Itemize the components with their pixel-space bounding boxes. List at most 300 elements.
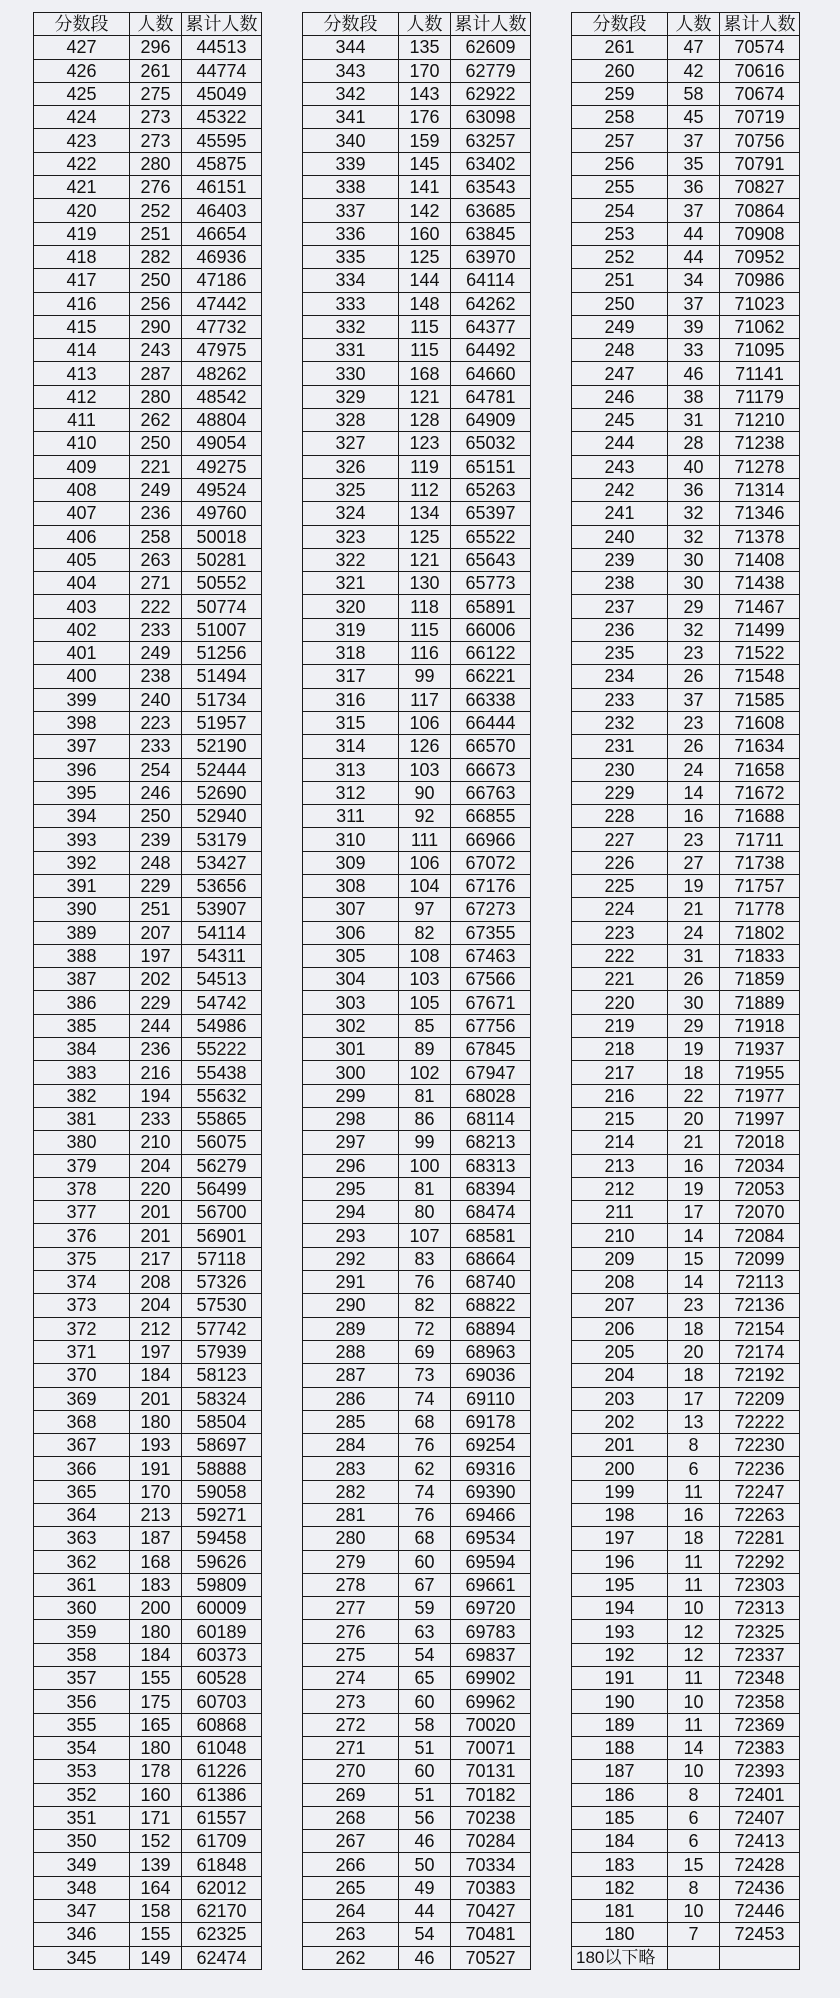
table-row: [303, 1550, 531, 1573]
score-cell: 233: [572, 688, 668, 711]
table-row: [572, 502, 800, 525]
cumulative-cell: 72369: [720, 1713, 800, 1736]
cumulative-cell: 62474: [182, 1946, 262, 1969]
score-cell: 304: [303, 968, 399, 991]
score-cell: 381: [34, 1107, 130, 1130]
cumulative-cell: 71711: [720, 828, 800, 851]
table-row: [34, 245, 262, 268]
score-cell: 344: [303, 36, 399, 59]
table-row: [303, 245, 531, 268]
cumulative-cell: 68114: [451, 1107, 531, 1130]
table-row: [572, 245, 800, 268]
score-cell: 387: [34, 968, 130, 991]
table-row: [34, 1154, 262, 1177]
score-cell: 369: [34, 1387, 130, 1410]
score-cell: 414: [34, 339, 130, 362]
cumulative-cell: 72292: [720, 1550, 800, 1573]
count-cell: 69: [399, 1340, 451, 1363]
cumulative-cell: 59626: [182, 1550, 262, 1573]
score-cell: 420: [34, 199, 130, 222]
score-cell: 220: [572, 991, 668, 1014]
count-cell: 12: [668, 1643, 720, 1666]
cumulative-cell: 56901: [182, 1224, 262, 1247]
count-cell: 175: [130, 1690, 182, 1713]
score-cell: 282: [303, 1480, 399, 1503]
header-cumulative: 累计人数: [451, 13, 531, 36]
table-row: [34, 1876, 262, 1899]
count-cell: 207: [130, 921, 182, 944]
score-cell: 236: [572, 618, 668, 641]
table-row: [572, 1177, 800, 1200]
score-cell: 244: [572, 432, 668, 455]
cumulative-cell: 70383: [451, 1876, 531, 1899]
score-cell: 352: [34, 1783, 130, 1806]
count-cell: 44: [668, 222, 720, 245]
score-cell: 196: [572, 1550, 668, 1573]
score-cell: 295: [303, 1177, 399, 1200]
count-cell: 85: [399, 1014, 451, 1037]
cumulative-cell: 72136: [720, 1294, 800, 1317]
count-cell: 178: [130, 1760, 182, 1783]
count-cell: 202: [130, 968, 182, 991]
table-row: [572, 1690, 800, 1713]
table-row: [572, 1201, 800, 1224]
score-cell: 426: [34, 59, 130, 82]
table-row: [572, 828, 800, 851]
score-cell: 214: [572, 1131, 668, 1154]
cumulative-cell: 70827: [720, 176, 800, 199]
score-cell: 373: [34, 1294, 130, 1317]
table-row: [572, 548, 800, 571]
score-cell: 313: [303, 758, 399, 781]
table-row: [572, 1527, 800, 1550]
count-cell: 115: [399, 618, 451, 641]
score-cell: 383: [34, 1061, 130, 1084]
score-cell: 398: [34, 711, 130, 734]
count-cell: 51: [399, 1736, 451, 1759]
score-cell: 249: [572, 315, 668, 338]
table-row: [303, 222, 531, 245]
count-cell: 244: [130, 1014, 182, 1037]
table-row: [34, 688, 262, 711]
score-cell: 317: [303, 665, 399, 688]
cumulative-cell: 56499: [182, 1177, 262, 1200]
score-cell: 202: [572, 1410, 668, 1433]
cumulative-cell: 71672: [720, 781, 800, 804]
score-cell: 305: [303, 944, 399, 967]
table-row: [572, 106, 800, 129]
score-cell: 240: [572, 525, 668, 548]
count-cell: 19: [668, 874, 720, 897]
table-row: [572, 525, 800, 548]
cumulative-cell: 65891: [451, 595, 531, 618]
cumulative-cell: 71918: [720, 1014, 800, 1037]
table-row: [303, 1107, 531, 1130]
count-cell: 29: [668, 595, 720, 618]
table-row: [572, 409, 800, 432]
count-cell: 125: [399, 245, 451, 268]
score-cell: 185: [572, 1806, 668, 1829]
table-row: [34, 106, 262, 129]
count-cell: 18: [668, 1364, 720, 1387]
count-cell: 217: [130, 1247, 182, 1270]
header-score-range: 分数段: [34, 13, 130, 36]
cumulative-cell: 59809: [182, 1573, 262, 1596]
score-cell: 180: [572, 1923, 668, 1946]
table-row: [572, 82, 800, 105]
cumulative-cell: 60868: [182, 1713, 262, 1736]
table-row: [34, 176, 262, 199]
count-cell: 15: [668, 1247, 720, 1270]
score-cell: 371: [34, 1340, 130, 1363]
score-cell: 189: [572, 1713, 668, 1736]
count-cell: 26: [668, 665, 720, 688]
count-cell: 67: [399, 1573, 451, 1596]
count-cell: 8: [668, 1434, 720, 1457]
score-cell: 273: [303, 1690, 399, 1713]
count-cell: 145: [399, 152, 451, 175]
score-cell: 316: [303, 688, 399, 711]
count-cell: 39: [668, 315, 720, 338]
count-cell: 251: [130, 222, 182, 245]
cumulative-cell: 72358: [720, 1690, 800, 1713]
score-cell: 415: [34, 315, 130, 338]
header-count: 人数: [668, 13, 720, 36]
table-row: [572, 1597, 800, 1620]
count-cell: 49: [399, 1876, 451, 1899]
score-cell: 186: [572, 1783, 668, 1806]
count-cell: 6: [668, 1457, 720, 1480]
score-table-3: [571, 12, 800, 1970]
cumulative-cell: 71688: [720, 805, 800, 828]
cumulative-cell: 64377: [451, 315, 531, 338]
score-cell: 394: [34, 805, 130, 828]
cumulative-cell: 51007: [182, 618, 262, 641]
score-cell: 349: [34, 1853, 130, 1876]
cumulative-cell: 66444: [451, 711, 531, 734]
count-cell: 6: [668, 1806, 720, 1829]
cumulative-cell: 72446: [720, 1900, 800, 1923]
cumulative-cell: 65032: [451, 432, 531, 455]
score-cell: 291: [303, 1271, 399, 1294]
table-row: [303, 711, 531, 734]
table-row: [303, 1853, 531, 1876]
score-cell: 315: [303, 711, 399, 734]
count-cell: 8: [668, 1876, 720, 1899]
cumulative-cell: 67355: [451, 921, 531, 944]
count-cell: 184: [130, 1643, 182, 1666]
score-cell: 300: [303, 1061, 399, 1084]
cumulative-cell: 72348: [720, 1667, 800, 1690]
table-row: [303, 572, 531, 595]
table-row: [303, 1434, 531, 1457]
count-cell: 60: [399, 1690, 451, 1713]
cumulative-cell: 66006: [451, 618, 531, 641]
table-row: [572, 991, 800, 1014]
cumulative-cell: 70986: [720, 269, 800, 292]
table-row: [572, 315, 800, 338]
table-row: [303, 1713, 531, 1736]
score-cell: 324: [303, 502, 399, 525]
cumulative-cell: 53179: [182, 828, 262, 851]
cumulative-cell: 61557: [182, 1806, 262, 1829]
cumulative-cell: 69254: [451, 1434, 531, 1457]
count-cell: 18: [668, 1527, 720, 1550]
table-row: [303, 898, 531, 921]
score-cell: 321: [303, 572, 399, 595]
count-cell: 76: [399, 1434, 451, 1457]
cumulative-cell: 62922: [451, 82, 531, 105]
cumulative-cell: 46151: [182, 176, 262, 199]
score-cell: 217: [572, 1061, 668, 1084]
cumulative-cell: 67756: [451, 1014, 531, 1037]
score-cell: 407: [34, 502, 130, 525]
cumulative-cell: 71408: [720, 548, 800, 571]
score-cell: 223: [572, 921, 668, 944]
score-cell: 356: [34, 1690, 130, 1713]
cumulative-cell: 69466: [451, 1504, 531, 1527]
header-cumulative: 累计人数: [720, 13, 800, 36]
count-cell: 250: [130, 269, 182, 292]
cumulative-cell: 68213: [451, 1131, 531, 1154]
table-row: [34, 1690, 262, 1713]
count-cell: 261: [130, 59, 182, 82]
score-cell: 286: [303, 1387, 399, 1410]
cumulative-cell: 72222: [720, 1410, 800, 1433]
table-row: [303, 1667, 531, 1690]
count-cell: 47: [668, 36, 720, 59]
table-row: [572, 665, 800, 688]
score-cell: 303: [303, 991, 399, 1014]
table-row: [34, 711, 262, 734]
count-cell: 105: [399, 991, 451, 1014]
table-row: [34, 642, 262, 665]
score-cell: 364: [34, 1504, 130, 1527]
score-cell: 312: [303, 781, 399, 804]
cumulative-cell: 48804: [182, 409, 262, 432]
table-row: [303, 1340, 531, 1363]
cumulative-cell: 72084: [720, 1224, 800, 1247]
cumulative-cell: 49275: [182, 455, 262, 478]
table-row: [34, 1480, 262, 1503]
table-row: [572, 642, 800, 665]
score-cell: 342: [303, 82, 399, 105]
count-cell: 50: [399, 1853, 451, 1876]
cumulative-cell: 47732: [182, 315, 262, 338]
cumulative-cell: 53907: [182, 898, 262, 921]
score-cell: 374: [34, 1271, 130, 1294]
table-row: [303, 455, 531, 478]
cumulative-cell: 65151: [451, 455, 531, 478]
count-cell: 128: [399, 409, 451, 432]
count-cell: 256: [130, 292, 182, 315]
cumulative-cell: 69178: [451, 1410, 531, 1433]
table-row: [303, 1900, 531, 1923]
table-row: [572, 269, 800, 292]
cumulative-cell: 48542: [182, 385, 262, 408]
count-cell: 10: [668, 1690, 720, 1713]
count-cell: 81: [399, 1177, 451, 1200]
count-cell: 180: [130, 1620, 182, 1643]
header-count: 人数: [399, 13, 451, 36]
score-cell: 205: [572, 1340, 668, 1363]
count-cell: 139: [130, 1853, 182, 1876]
cumulative-cell: 70574: [720, 36, 800, 59]
cumulative-cell: 59271: [182, 1504, 262, 1527]
score-cell: 372: [34, 1317, 130, 1340]
table-header-row: [34, 13, 262, 36]
table-row: [572, 688, 800, 711]
score-cell: 386: [34, 991, 130, 1014]
table-row: [34, 1667, 262, 1690]
count-cell: 213: [130, 1504, 182, 1527]
table-row: [303, 339, 531, 362]
cumulative-cell: 56075: [182, 1131, 262, 1154]
count-cell: 36: [668, 478, 720, 501]
score-cell: 418: [34, 245, 130, 268]
table-row: [303, 1014, 531, 1037]
cumulative-cell: 50774: [182, 595, 262, 618]
score-cell: 417: [34, 269, 130, 292]
count-cell: 82: [399, 1294, 451, 1317]
cumulative-cell: 71859: [720, 968, 800, 991]
cumulative-cell: 62609: [451, 36, 531, 59]
score-cell: 281: [303, 1504, 399, 1527]
cumulative-cell: 67273: [451, 898, 531, 921]
score-cell: 318: [303, 642, 399, 665]
table-row: [34, 595, 262, 618]
header-count: 人数: [130, 13, 182, 36]
cumulative-cell: 62170: [182, 1900, 262, 1923]
count-cell: 74: [399, 1480, 451, 1503]
cumulative-cell: 60373: [182, 1643, 262, 1666]
count-cell: 117: [399, 688, 451, 711]
score-cell: 363: [34, 1527, 130, 1550]
table-row: [34, 36, 262, 59]
cumulative-cell: 70481: [451, 1923, 531, 1946]
score-cell: 378: [34, 1177, 130, 1200]
score-cell: 335: [303, 245, 399, 268]
table-row: [572, 1667, 800, 1690]
cumulative-cell: 65522: [451, 525, 531, 548]
cumulative-cell: 70071: [451, 1736, 531, 1759]
score-cell: 293: [303, 1224, 399, 1247]
count-cell: 20: [668, 1107, 720, 1130]
score-cell: 424: [34, 106, 130, 129]
cumulative-cell: 70756: [720, 129, 800, 152]
cumulative-cell: 61226: [182, 1760, 262, 1783]
cumulative-cell: 63402: [451, 152, 531, 175]
table-row: [572, 805, 800, 828]
table-row: [572, 1317, 800, 1340]
table-row: [572, 1038, 800, 1061]
score-cell: 422: [34, 152, 130, 175]
count-cell: 115: [399, 315, 451, 338]
cumulative-cell: 55865: [182, 1107, 262, 1130]
count-cell: 74: [399, 1387, 451, 1410]
count-cell: 21: [668, 1131, 720, 1154]
count-cell: 187: [130, 1527, 182, 1550]
score-cell: 338: [303, 176, 399, 199]
cumulative-cell: 56279: [182, 1154, 262, 1177]
table-row: [303, 595, 531, 618]
count-cell: 223: [130, 711, 182, 734]
count-cell: 296: [130, 36, 182, 59]
score-cell: 265: [303, 1876, 399, 1899]
cumulative-cell: 68740: [451, 1271, 531, 1294]
count-cell: 158: [130, 1900, 182, 1923]
table-row: [572, 1271, 800, 1294]
cumulative-cell: 52444: [182, 758, 262, 781]
count-cell: 248: [130, 851, 182, 874]
score-cell: 195: [572, 1573, 668, 1596]
cumulative-cell: 46403: [182, 199, 262, 222]
score-cell: 256: [572, 152, 668, 175]
score-cell: 290: [303, 1294, 399, 1317]
count-cell: 210: [130, 1131, 182, 1154]
cumulative-cell: 62325: [182, 1923, 262, 1946]
score-cell: 288: [303, 1340, 399, 1363]
table-row: [572, 921, 800, 944]
count-cell: 240: [130, 688, 182, 711]
score-cell: 402: [34, 618, 130, 641]
table-row: [303, 642, 531, 665]
count-cell: 165: [130, 1713, 182, 1736]
count-cell: 106: [399, 711, 451, 734]
count-cell: 72: [399, 1317, 451, 1340]
score-cell: 227: [572, 828, 668, 851]
score-cell: 221: [572, 968, 668, 991]
score-cell: 384: [34, 1038, 130, 1061]
table-row: [572, 1107, 800, 1130]
table-row: [34, 502, 262, 525]
cumulative-cell: 52690: [182, 781, 262, 804]
cumulative-cell: 64492: [451, 339, 531, 362]
cumulative-cell: 66221: [451, 665, 531, 688]
count-cell: 23: [668, 711, 720, 734]
table-row: [303, 1573, 531, 1596]
count-cell: 104: [399, 874, 451, 897]
table-row: [303, 1364, 531, 1387]
table-row: [34, 665, 262, 688]
table-row: [572, 1550, 800, 1573]
cumulative-cell: 72303: [720, 1573, 800, 1596]
table-row: [34, 805, 262, 828]
score-cell: 427: [34, 36, 130, 59]
table-row: [303, 1294, 531, 1317]
table-row: [572, 1620, 800, 1643]
table-row: [572, 478, 800, 501]
score-cell: 246: [572, 385, 668, 408]
table-row: [34, 1527, 262, 1550]
score-cell: 201: [572, 1434, 668, 1457]
cumulative-cell: 49524: [182, 478, 262, 501]
cumulative-cell: 44774: [182, 59, 262, 82]
table-row: [303, 758, 531, 781]
cumulative-cell: 70020: [451, 1713, 531, 1736]
cumulative-cell: 70791: [720, 152, 800, 175]
cumulative-cell: 57326: [182, 1271, 262, 1294]
count-cell: 29: [668, 1014, 720, 1037]
cumulative-cell: 72247: [720, 1480, 800, 1503]
cumulative-cell: 45875: [182, 152, 262, 175]
table-row: [303, 1387, 531, 1410]
footnote-text: 180以下略: [572, 1946, 668, 1969]
count-cell: 201: [130, 1387, 182, 1410]
count-cell: 229: [130, 874, 182, 897]
score-cell: 274: [303, 1667, 399, 1690]
score-cell: 329: [303, 385, 399, 408]
